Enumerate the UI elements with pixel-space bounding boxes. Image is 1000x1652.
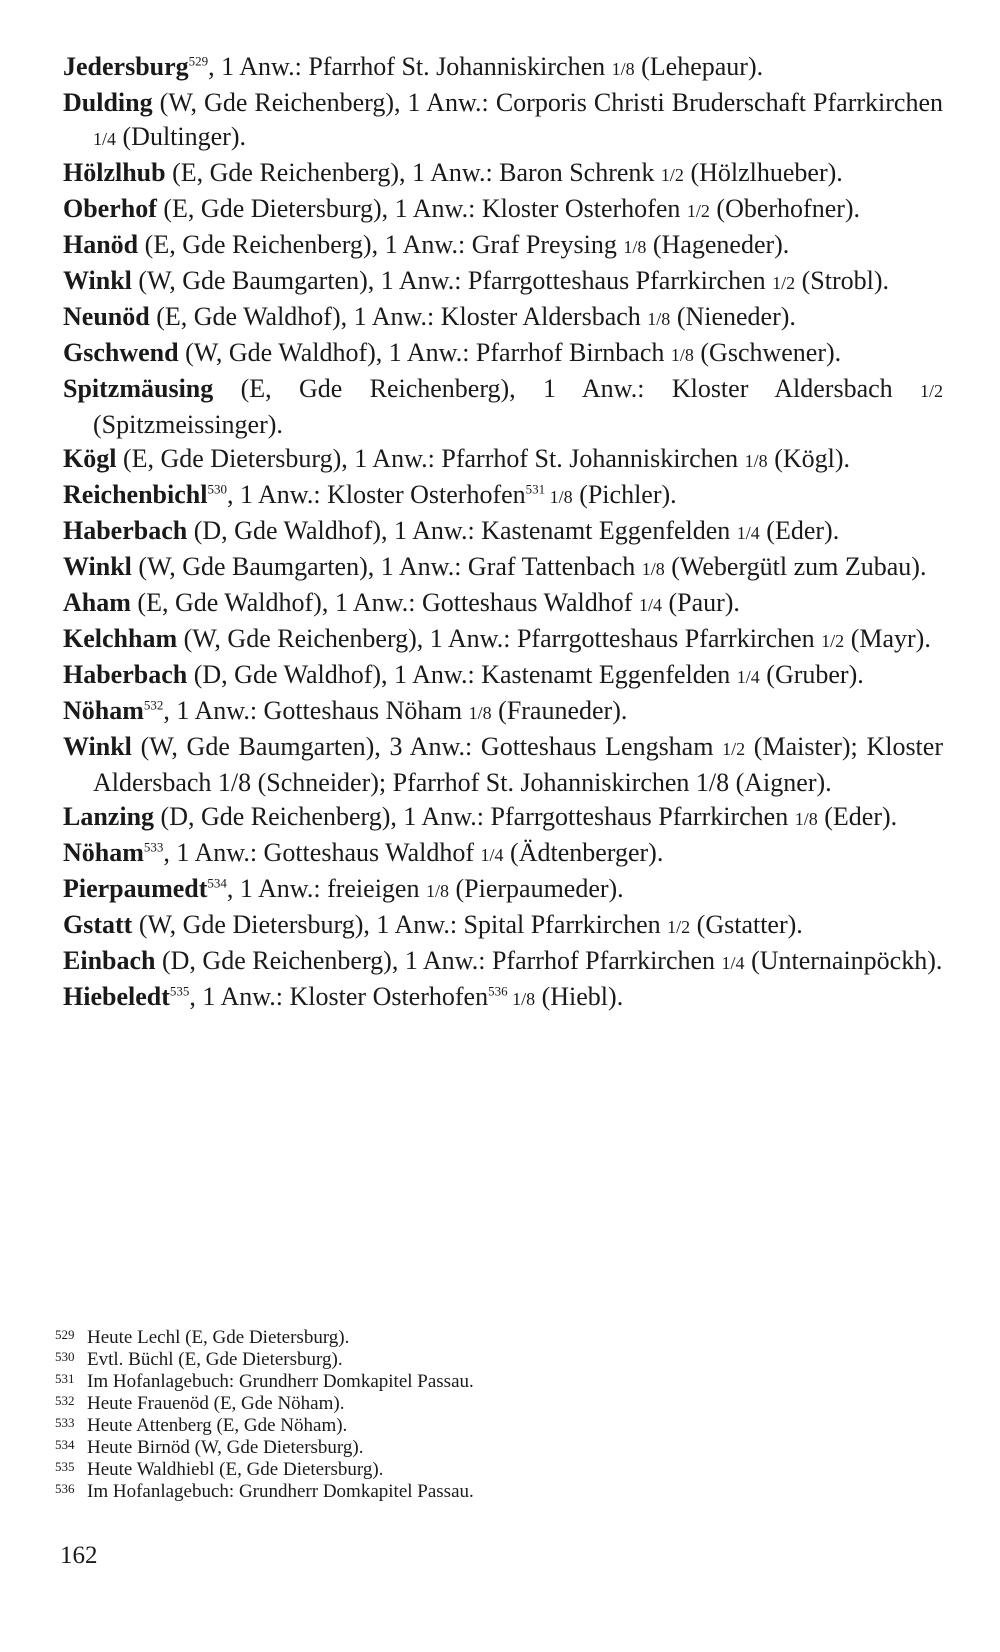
entry-details: , 1 Anw.: Kloster Osterhofen <box>226 480 526 509</box>
entry-share-fraction: 1/4 <box>638 595 662 615</box>
entry-occupant: (Unternainpöckh). <box>744 946 943 975</box>
entry-share-fraction: 1/2 <box>660 165 684 185</box>
footnote <box>55 1437 935 1459</box>
footnote-ref: 536 <box>488 983 508 999</box>
entry-occupant: (Paur). <box>661 588 740 617</box>
entry-occupant: (Maister); Kloster Aldersbach 1/8 (Schneider); Pfarrhof St. Johanniskirchen 1/8 (Aigner). <box>93 732 943 797</box>
entry-occupant: (Mayr). <box>844 624 931 653</box>
footnote-text: Im Hofanlagebuch: Grundherr Domkapitel Passau. <box>87 1371 474 1392</box>
entry-share-fraction: 1/8 <box>623 237 647 257</box>
entry-share-fraction: 1/4 <box>736 523 760 543</box>
entry-share-fraction: 1/4 <box>93 129 117 149</box>
footnote-number: 532 <box>55 1393 75 1408</box>
footnote <box>55 1349 935 1371</box>
entry <box>63 872 943 908</box>
entry-place-name: Haberbach <box>63 516 188 545</box>
footnote <box>55 1459 935 1481</box>
entry-place-name: Nöham <box>63 696 144 725</box>
entry-place-name: Hiebeledt <box>63 982 170 1011</box>
entry-place-name: Jedersburg <box>63 52 189 81</box>
entry-occupant: (Ädtenberger). <box>503 838 664 867</box>
entry <box>63 908 943 944</box>
entry-share-fraction: 1/8 <box>468 703 492 723</box>
footnote <box>55 1393 935 1415</box>
entry-place-name: Winkl <box>63 552 132 581</box>
entry-place-name: Reichenbichl <box>63 480 208 509</box>
entry-share-fraction: 1/4 <box>721 953 745 973</box>
entry-details: (W, Gde Reichenberg), 1 Anw.: Corporis Christi Bruderschaft Pfarrkirchen <box>152 88 943 117</box>
entry-share-fraction: 1/2 <box>919 381 943 401</box>
entry <box>63 944 943 980</box>
footnote-text: Heute Lechl (E, Gde Dietersburg). <box>87 1327 350 1348</box>
entry <box>63 586 943 622</box>
entry-list <box>63 50 943 1016</box>
footnote-number: 535 <box>55 1459 75 1474</box>
entry <box>63 514 943 550</box>
entry-details: (E, Gde Reichenberg), 1 Anw.: Baron Schrenk <box>165 158 661 187</box>
entry-share-fraction: 1/4 <box>736 667 760 687</box>
entry <box>63 372 943 442</box>
footnote-number: 531 <box>55 1371 75 1386</box>
entry-place-name: Pierpaumedt <box>63 874 208 903</box>
entry-share-fraction: 1/2 <box>722 739 746 759</box>
entry <box>63 156 943 192</box>
entry-share-fraction: 1/8 <box>670 345 694 365</box>
entry <box>63 50 943 86</box>
entry-details: (D, Gde Waldhof), 1 Anw.: Kastenamt Eggenfelden <box>187 660 737 689</box>
footnote-number: 529 <box>55 1327 75 1342</box>
entry-share-fraction: 1/2 <box>667 917 691 937</box>
entry-place-name: Neunöd <box>63 302 150 331</box>
entry <box>63 622 943 658</box>
entry <box>63 550 943 586</box>
entry <box>63 658 943 694</box>
entry <box>63 442 943 478</box>
entry-details: (W, Gde Baumgarten), 3 Anw.: Gotteshaus Lengsham <box>131 732 723 761</box>
entry-occupant: (Hölzlhueber). <box>683 158 843 187</box>
entry-occupant: (Pichler). <box>572 480 677 509</box>
footnote-number: 536 <box>55 1481 75 1496</box>
entry-details: , 1 Anw.: Gotteshaus Waldhof <box>163 838 481 867</box>
footnote-ref: 533 <box>143 839 164 855</box>
entry-occupant: (Frauneder). <box>491 696 628 725</box>
footnote <box>55 1327 935 1349</box>
entry <box>63 694 943 730</box>
footnote-number: 533 <box>55 1415 75 1430</box>
entry-occupant: (Dultinger). <box>116 122 246 151</box>
entry-occupant: (Kögl). <box>767 444 851 473</box>
entry-share-fraction: 1/2 <box>686 201 710 221</box>
entry-place-name: Nöham <box>63 838 144 867</box>
entry-details: (E, Gde Waldhof), 1 Anw.: Kloster Aldersbach <box>149 302 648 331</box>
footnote <box>55 1415 935 1437</box>
entry-occupant: (Strobl). <box>795 266 890 295</box>
entry-place-name: Winkl <box>63 732 132 761</box>
entry-details: (W, Gde Baumgarten), 1 Anw.: Pfarrgotteshaus Pfarrkirchen <box>131 266 773 295</box>
entry-occupant: (Spitzmeissinger). <box>93 410 283 439</box>
entry-place-name: Einbach <box>63 946 156 975</box>
entry-details: , 1 Anw.: freieigen <box>226 874 426 903</box>
entry-place-name: Dulding <box>63 88 153 117</box>
entry-place-name: Haberbach <box>63 660 188 689</box>
entry <box>63 478 943 514</box>
footnote-number: 530 <box>55 1349 75 1364</box>
entry-details: (W, Gde Dietersburg), 1 Anw.: Spital Pfarrkirchen <box>132 910 668 939</box>
entry-share-fraction: 1/2 <box>772 273 796 293</box>
entry-share-fraction: 1/2 <box>821 631 845 651</box>
entry-details: , 1 Anw.: Gotteshaus Nöham <box>163 696 469 725</box>
entry <box>63 836 943 872</box>
entry-details: (D, Gde Waldhof), 1 Anw.: Kastenamt Eggenfelden <box>187 516 737 545</box>
entry-details: , 1 Anw.: Pfarrhof St. Johanniskirchen <box>208 52 612 81</box>
entry-details: (D, Gde Reichenberg), 1 Anw.: Pfarrhof Pfarrkirchen <box>155 946 722 975</box>
entry-occupant: (Gstatter). <box>690 910 803 939</box>
entry-place-name: Spitzmäusing <box>63 374 214 403</box>
entry-place-name: Gstatt <box>63 910 133 939</box>
entry-details: (W, Gde Baumgarten), 1 Anw.: Graf Tattenbach <box>131 552 642 581</box>
entry-place-name: Kelchham <box>63 624 178 653</box>
entry-occupant: (Gruber). <box>759 660 864 689</box>
entry <box>63 800 943 836</box>
footnote-number: 534 <box>55 1437 75 1452</box>
entry-details: (E, Gde Dietersburg), 1 Anw.: Kloster Osterhofen <box>156 194 687 223</box>
entry-share-fraction: 1/8 <box>507 989 536 1009</box>
entry-details: (E, Gde Waldhof), 1 Anw.: Gotteshaus Waldhof <box>130 588 639 617</box>
entry <box>63 730 943 800</box>
entry <box>63 980 943 1016</box>
entry-details: (D, Gde Reichenberg), 1 Anw.: Pfarrgotteshaus Pfarrkirchen <box>154 802 795 831</box>
footnote-ref: 532 <box>143 697 164 713</box>
entry-details: (W, Gde Reichenberg), 1 Anw.: Pfarrgotteshaus Pfarrkirchen <box>177 624 822 653</box>
entry-share-fraction: 1/8 <box>545 487 573 507</box>
entry-share-fraction: 1/8 <box>641 559 665 579</box>
footnote-text: Heute Waldhiebl (E, Gde Dietersburg). <box>87 1459 384 1480</box>
entry-share-fraction: 1/8 <box>794 809 818 829</box>
footnote-text: Heute Attenberg (E, Gde Nöham). <box>87 1415 348 1436</box>
entry-details: (E, Gde Dietersburg), 1 Anw.: Pfarrhof St. Johanniskirchen <box>116 444 745 473</box>
entry <box>63 86 943 156</box>
footnote <box>55 1481 935 1503</box>
entry-share-fraction: 1/8 <box>744 451 768 471</box>
entry-details: (E, Gde Reichenberg), 1 Anw.: Graf Preysing <box>138 230 624 259</box>
entry-share-fraction: 1/8 <box>425 881 449 901</box>
entry-place-name: Gschwend <box>63 338 179 367</box>
entry-occupant: (Lehepaur). <box>634 52 764 81</box>
footnote-ref: 534 <box>207 875 227 891</box>
entry <box>63 300 943 336</box>
entry-occupant: (Eder). <box>817 802 898 831</box>
footnote-text: Im Hofanlagebuch: Grundherr Domkapitel Passau. <box>87 1481 474 1502</box>
entry-share-fraction: 1/8 <box>647 309 671 329</box>
footnote-list <box>55 1327 935 1503</box>
footnote <box>55 1371 935 1393</box>
entry-place-name: Hanöd <box>63 230 139 259</box>
entry-place-name: Aham <box>63 588 131 617</box>
entry-place-name: Winkl <box>63 266 132 295</box>
entry <box>63 192 943 228</box>
footnote-text: Evtl. Büchl (E, Gde Dietersburg). <box>87 1349 343 1370</box>
entry-occupant: (Hageneder). <box>646 230 790 259</box>
entry-details: , 1 Anw.: Kloster Osterhofen <box>189 982 489 1011</box>
entry-place-name: Kögl <box>63 444 117 473</box>
entry-occupant: (Oberhofner). <box>709 194 861 223</box>
entry-occupant: (Nieneder). <box>670 302 796 331</box>
entry-occupant: (Webergütl zum Zubau). <box>664 552 927 581</box>
entry-occupant: (Eder). <box>759 516 840 545</box>
entry-place-name: Hölzlhub <box>63 158 166 187</box>
entry-share-fraction: 1/8 <box>611 59 635 79</box>
entry-details: (E, Gde Reichenberg), 1 Anw.: Kloster Aldersbach <box>213 374 920 403</box>
entry-place-name: Lanzing <box>63 802 155 831</box>
entry-occupant: (Pierpaumeder). <box>448 874 624 903</box>
footnote-ref: 529 <box>188 53 209 69</box>
page-number: 162 <box>60 1542 98 1569</box>
footnote-text: Heute Birnöd (W, Gde Dietersburg). <box>87 1437 364 1458</box>
entry <box>63 228 943 264</box>
footnote-ref: 530 <box>207 481 227 497</box>
entry-share-fraction: 1/4 <box>480 845 504 865</box>
footnote-ref: 535 <box>169 983 190 999</box>
entry-place-name: Oberhof <box>63 194 157 223</box>
footnote-text: Heute Frauenöd (E, Gde Nöham). <box>87 1393 345 1414</box>
entry <box>63 264 943 300</box>
entry-occupant: (Hiebl). <box>535 982 624 1011</box>
entry-details: (W, Gde Waldhof), 1 Anw.: Pfarrhof Birnbach <box>178 338 671 367</box>
entry <box>63 336 943 372</box>
entry-occupant: (Gschwener). <box>693 338 842 367</box>
footnote-ref: 531 <box>525 481 546 497</box>
